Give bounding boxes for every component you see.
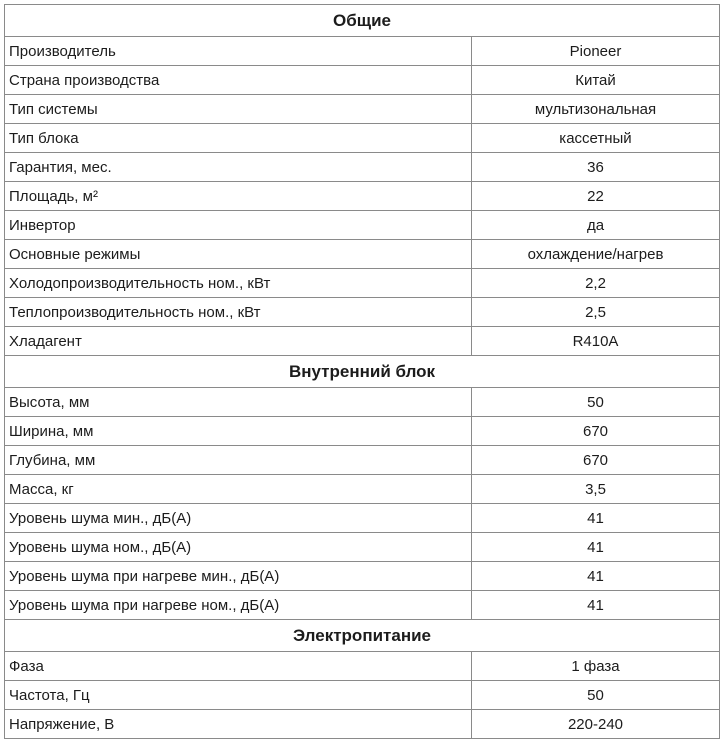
spec-value: охлаждение/нагрев — [472, 240, 720, 269]
spec-row — [5, 66, 720, 95]
spec-row — [5, 562, 720, 591]
spec-row — [5, 124, 720, 153]
spec-table-body — [5, 5, 720, 739]
spec-label: Глубина, мм — [5, 446, 472, 475]
spec-value: 2,2 — [472, 269, 720, 298]
spec-row — [5, 240, 720, 269]
spec-value: Pioneer — [472, 37, 720, 66]
spec-row — [5, 182, 720, 211]
spec-value: 220-240 — [472, 710, 720, 739]
spec-label: Теплопроизводительность ном., кВт — [5, 298, 472, 327]
spec-row — [5, 298, 720, 327]
spec-row — [5, 327, 720, 356]
section-title: Электропитание — [5, 620, 720, 652]
spec-value: мультизональная — [472, 95, 720, 124]
section-row — [5, 5, 720, 37]
spec-row — [5, 37, 720, 66]
section-title: Внутренний блок — [5, 356, 720, 388]
spec-label: Уровень шума при нагреве мин., дБ(А) — [5, 562, 472, 591]
spec-label: Напряжение, В — [5, 710, 472, 739]
spec-value: 22 — [472, 182, 720, 211]
spec-table — [4, 4, 720, 739]
spec-row — [5, 269, 720, 298]
spec-row — [5, 153, 720, 182]
spec-row — [5, 681, 720, 710]
spec-row — [5, 533, 720, 562]
spec-label: Страна производства — [5, 66, 472, 95]
spec-value: да — [472, 211, 720, 240]
spec-row — [5, 388, 720, 417]
spec-label: Тип системы — [5, 95, 472, 124]
spec-label: Уровень шума ном., дБ(А) — [5, 533, 472, 562]
spec-value: 1 фаза — [472, 652, 720, 681]
spec-label: Гарантия, мес. — [5, 153, 472, 182]
spec-label: Масса, кг — [5, 475, 472, 504]
spec-label: Уровень шума при нагреве ном., дБ(А) — [5, 591, 472, 620]
section-title: Общие — [5, 5, 720, 37]
spec-row — [5, 591, 720, 620]
spec-row — [5, 417, 720, 446]
spec-value: 670 — [472, 446, 720, 475]
spec-sheet — [4, 4, 719, 733]
spec-label: Производитель — [5, 37, 472, 66]
spec-value: 50 — [472, 681, 720, 710]
spec-label: Частота, Гц — [5, 681, 472, 710]
spec-row — [5, 475, 720, 504]
spec-label: Основные режимы — [5, 240, 472, 269]
spec-label: Инвертор — [5, 211, 472, 240]
spec-label: Фаза — [5, 652, 472, 681]
spec-value: 670 — [472, 417, 720, 446]
spec-value: 2,5 — [472, 298, 720, 327]
spec-row — [5, 211, 720, 240]
spec-label: Уровень шума мин., дБ(А) — [5, 504, 472, 533]
spec-row — [5, 504, 720, 533]
spec-row — [5, 446, 720, 475]
spec-row — [5, 95, 720, 124]
spec-label: Ширина, мм — [5, 417, 472, 446]
spec-value: 41 — [472, 591, 720, 620]
section-row — [5, 620, 720, 652]
spec-value: Китай — [472, 66, 720, 95]
spec-value: 50 — [472, 388, 720, 417]
spec-label: Высота, мм — [5, 388, 472, 417]
spec-value: 41 — [472, 562, 720, 591]
spec-value: кассетный — [472, 124, 720, 153]
spec-label: Холодопроизводительность ном., кВт — [5, 269, 472, 298]
spec-row — [5, 710, 720, 739]
spec-label: Площадь, м² — [5, 182, 472, 211]
spec-row — [5, 652, 720, 681]
spec-value: 41 — [472, 504, 720, 533]
spec-label: Тип блока — [5, 124, 472, 153]
spec-value: R410A — [472, 327, 720, 356]
spec-label: Хладагент — [5, 327, 472, 356]
section-row — [5, 356, 720, 388]
spec-value: 3,5 — [472, 475, 720, 504]
spec-value: 41 — [472, 533, 720, 562]
spec-value: 36 — [472, 153, 720, 182]
